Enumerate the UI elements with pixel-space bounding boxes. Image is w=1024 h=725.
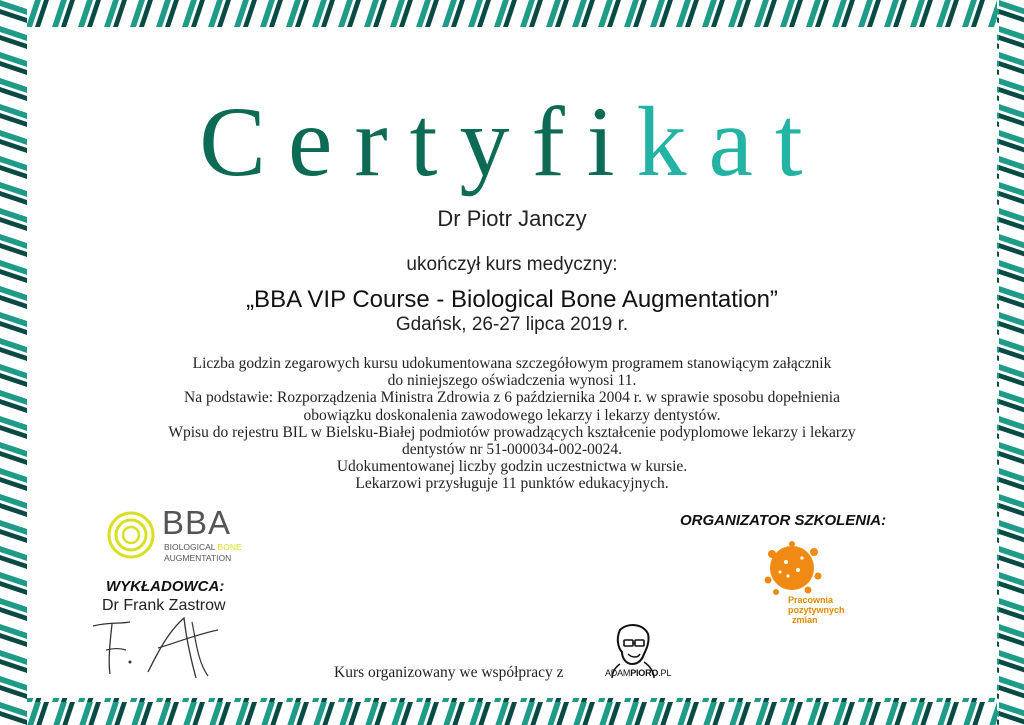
organizer-logo-line: zmian xyxy=(792,615,818,625)
body-line: obowiązku doskonalenia zawodowego lekarzy i lekarzy dentystów. xyxy=(303,406,721,424)
organizer-logo-text xyxy=(788,595,845,625)
organizer-logo-line: Pracownia xyxy=(788,595,834,605)
adam-prefix: ADAM xyxy=(605,668,631,678)
place-date: Gdańsk, 26-27 lipca 2019 r. xyxy=(395,314,629,335)
lecturer-name: Dr Frank Zastrow xyxy=(102,597,226,614)
body-line: do niniejszego oświadczenia wynosi 11. xyxy=(387,372,637,390)
body-line: Udokumentowanej liczby godzin uczestnictwa w kursie. xyxy=(336,458,688,476)
organizer-label: ORGANIZATOR SZKOLENIA: xyxy=(680,512,887,529)
title-part-2: kat xyxy=(636,86,825,197)
body-line: dentystów nr 51-000034-002-0024. xyxy=(402,441,622,459)
lecturer-label: WYKŁADOWCA: xyxy=(106,578,225,595)
bba-rings-icon xyxy=(106,505,162,567)
bba-logo-text: BBA xyxy=(162,504,232,541)
completed-text: ukończył kurs medyczny: xyxy=(406,254,618,275)
body-line: Na podstawie: Rozporządzenia Ministra Zdrowia z 6 października 2004 r. w sprawie sposobu dopełnienia xyxy=(184,389,840,407)
adam-bold: PIORO xyxy=(630,668,659,678)
body-line: Liczba godzin zegarowych kursu udokumentowana szczegółowym programem stanowiącym załącznik xyxy=(192,355,832,372)
body-line: Wpisu do rejestru BIL w Bielsku-Białej podmiotów prowadzących kształcenie podyplomowe lekarzy i lekarzy xyxy=(168,423,856,441)
course-name: „BBA VIP Course - Biological Bone Augmentation” xyxy=(246,286,778,313)
organizer-logo-line: pozytywnych xyxy=(788,605,845,615)
bba-sub-biological: BIOLOGICAL xyxy=(164,542,218,552)
bba-logo xyxy=(106,505,256,567)
bba-logo-subtitle-2: AUGMENTATION xyxy=(164,553,232,563)
bba-logo-subtitle-1 xyxy=(164,542,242,552)
adampioro-logo-text xyxy=(605,668,671,678)
body-line: Lekarzowi przysługuje 11 punktów edukacyjnych. xyxy=(355,475,669,493)
cooperation-text: Kurs organizowany we współpracy z xyxy=(334,664,564,681)
certificate-body-text xyxy=(0,355,1024,493)
adam-suffix: .PL xyxy=(658,668,672,678)
certificate-title xyxy=(0,86,1024,197)
signature-graphic xyxy=(88,612,238,682)
recipient-name: Dr Piotr Janczy xyxy=(437,206,587,231)
bba-sub-bone: BONE xyxy=(217,542,242,552)
title-part-1: Certyfi xyxy=(199,86,637,197)
